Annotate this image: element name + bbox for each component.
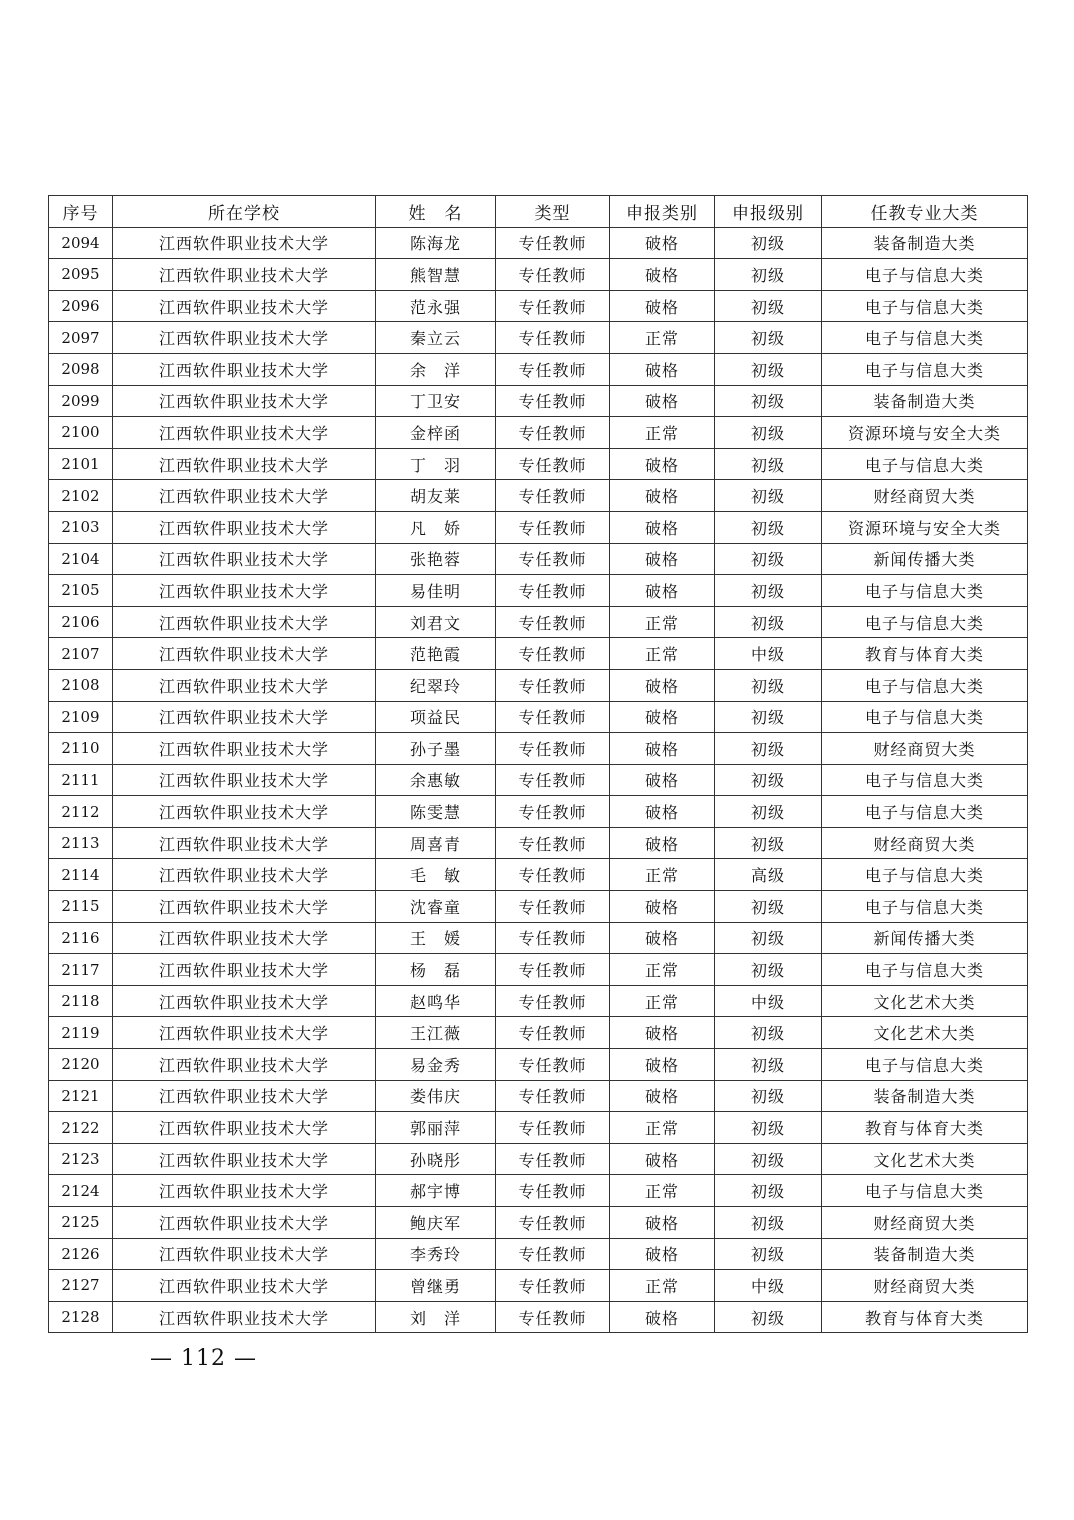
header-type: 类型	[496, 196, 610, 228]
cell-type: 专任教师	[496, 764, 610, 796]
cell-application-level: 初级	[715, 827, 822, 859]
cell-type: 专任教师	[496, 796, 610, 828]
cell-serial-no: 2126	[49, 1238, 113, 1270]
table-row	[49, 922, 1028, 954]
cell-application-category: 破格	[610, 259, 715, 291]
cell-application-level: 初级	[715, 543, 822, 575]
table-row	[49, 511, 1028, 543]
cell-teaching-major: 电子与信息大类	[822, 954, 1028, 986]
cell-type: 专任教师	[496, 985, 610, 1017]
cell-application-category: 正常	[610, 1270, 715, 1302]
cell-application-level: 初级	[715, 227, 822, 259]
cell-application-level: 中级	[715, 1270, 822, 1302]
table-row	[49, 575, 1028, 607]
table-row	[49, 1270, 1028, 1302]
cell-name: 王江薇	[376, 1017, 496, 1049]
cell-school: 江西软件职业技术大学	[113, 385, 376, 417]
cell-school: 江西软件职业技术大学	[113, 1301, 376, 1333]
cell-name: 孙晓彤	[376, 1143, 496, 1175]
cell-name: 范艳霞	[376, 638, 496, 670]
cell-teaching-major: 电子与信息大类	[822, 575, 1028, 607]
cell-application-category: 破格	[610, 1080, 715, 1112]
table-row	[49, 1049, 1028, 1081]
cell-serial-no: 2103	[49, 511, 113, 543]
cell-application-category: 破格	[610, 1017, 715, 1049]
cell-name: 余 洋	[376, 353, 496, 385]
cell-type: 专任教师	[496, 1049, 610, 1081]
cell-name: 丁 羽	[376, 448, 496, 480]
cell-name: 熊智慧	[376, 259, 496, 291]
cell-teaching-major: 资源环境与安全大类	[822, 417, 1028, 449]
cell-type: 专任教师	[496, 1175, 610, 1207]
cell-teaching-major: 电子与信息大类	[822, 891, 1028, 923]
cell-serial-no: 2113	[49, 827, 113, 859]
cell-school: 江西软件职业技术大学	[113, 859, 376, 891]
cell-name: 周喜青	[376, 827, 496, 859]
cell-name: 余惠敏	[376, 764, 496, 796]
cell-application-category: 破格	[610, 922, 715, 954]
cell-serial-no: 2128	[49, 1301, 113, 1333]
cell-serial-no: 2102	[49, 480, 113, 512]
cell-type: 专任教师	[496, 480, 610, 512]
cell-application-category: 正常	[610, 417, 715, 449]
cell-application-level: 初级	[715, 606, 822, 638]
table-row	[49, 859, 1028, 891]
cell-type: 专任教师	[496, 543, 610, 575]
cell-application-level: 初级	[715, 322, 822, 354]
table-row	[49, 385, 1028, 417]
cell-type: 专任教师	[496, 385, 610, 417]
cell-type: 专任教师	[496, 575, 610, 607]
cell-application-level: 初级	[715, 1143, 822, 1175]
cell-school: 江西软件职业技术大学	[113, 448, 376, 480]
cell-school: 江西软件职业技术大学	[113, 290, 376, 322]
cell-application-level: 初级	[715, 448, 822, 480]
cell-application-level: 初级	[715, 669, 822, 701]
cell-teaching-major: 电子与信息大类	[822, 669, 1028, 701]
cell-serial-no: 2095	[49, 259, 113, 291]
table-row	[49, 1301, 1028, 1333]
cell-application-category: 破格	[610, 227, 715, 259]
cell-type: 专任教师	[496, 638, 610, 670]
cell-application-category: 破格	[610, 511, 715, 543]
cell-name: 张艳蓉	[376, 543, 496, 575]
cell-school: 江西软件职业技术大学	[113, 1238, 376, 1270]
cell-name: 曾继勇	[376, 1270, 496, 1302]
header-application-category: 申报类别	[610, 196, 715, 228]
cell-teaching-major: 电子与信息大类	[822, 322, 1028, 354]
cell-application-category: 破格	[610, 764, 715, 796]
cell-name: 毛 敏	[376, 859, 496, 891]
cell-teaching-major: 新闻传播大类	[822, 922, 1028, 954]
cell-name: 易佳明	[376, 575, 496, 607]
cell-serial-no: 2119	[49, 1017, 113, 1049]
cell-type: 专任教师	[496, 1017, 610, 1049]
cell-teaching-major: 电子与信息大类	[822, 1049, 1028, 1081]
cell-teaching-major: 资源环境与安全大类	[822, 511, 1028, 543]
cell-teaching-major: 电子与信息大类	[822, 796, 1028, 828]
cell-teaching-major: 文化艺术大类	[822, 1017, 1028, 1049]
table-row	[49, 827, 1028, 859]
cell-school: 江西软件职业技术大学	[113, 543, 376, 575]
cell-teaching-major: 电子与信息大类	[822, 859, 1028, 891]
cell-teaching-major: 装备制造大类	[822, 1238, 1028, 1270]
cell-application-level: 初级	[715, 922, 822, 954]
cell-type: 专任教师	[496, 1112, 610, 1144]
cell-teaching-major: 电子与信息大类	[822, 259, 1028, 291]
cell-application-category: 破格	[610, 1301, 715, 1333]
cell-serial-no: 2125	[49, 1207, 113, 1239]
cell-serial-no: 2096	[49, 290, 113, 322]
header-name: 姓 名	[376, 196, 496, 228]
cell-application-level: 初级	[715, 575, 822, 607]
teacher-list-table	[48, 195, 1028, 1333]
cell-teaching-major: 电子与信息大类	[822, 290, 1028, 322]
cell-teaching-major: 文化艺术大类	[822, 1143, 1028, 1175]
cell-teaching-major: 教育与体育大类	[822, 1301, 1028, 1333]
cell-serial-no: 2118	[49, 985, 113, 1017]
cell-application-level: 初级	[715, 480, 822, 512]
cell-name: 郝宇博	[376, 1175, 496, 1207]
table-row	[49, 417, 1028, 449]
header-teaching-major: 任教专业大类	[822, 196, 1028, 228]
page-number: — 112 —	[150, 1346, 257, 1371]
cell-name: 易金秀	[376, 1049, 496, 1081]
cell-name: 李秀玲	[376, 1238, 496, 1270]
cell-application-category: 破格	[610, 1238, 715, 1270]
table-row	[49, 1112, 1028, 1144]
cell-application-category: 正常	[610, 954, 715, 986]
cell-name: 刘君文	[376, 606, 496, 638]
cell-serial-no: 2117	[49, 954, 113, 986]
cell-application-level: 初级	[715, 1080, 822, 1112]
table-row	[49, 480, 1028, 512]
cell-application-category: 破格	[610, 1049, 715, 1081]
cell-school: 江西软件职业技术大学	[113, 891, 376, 923]
cell-name: 秦立云	[376, 322, 496, 354]
table-row	[49, 1017, 1028, 1049]
cell-application-level: 初级	[715, 1175, 822, 1207]
cell-school: 江西软件职业技术大学	[113, 922, 376, 954]
cell-school: 江西软件职业技术大学	[113, 1017, 376, 1049]
cell-school: 江西软件职业技术大学	[113, 1143, 376, 1175]
cell-application-category: 破格	[610, 385, 715, 417]
table-row	[49, 227, 1028, 259]
cell-teaching-major: 文化艺术大类	[822, 985, 1028, 1017]
table-row	[49, 764, 1028, 796]
cell-school: 江西软件职业技术大学	[113, 669, 376, 701]
cell-teaching-major: 财经商贸大类	[822, 827, 1028, 859]
cell-application-level: 初级	[715, 1207, 822, 1239]
cell-serial-no: 2097	[49, 322, 113, 354]
cell-school: 江西软件职业技术大学	[113, 417, 376, 449]
table-row	[49, 290, 1028, 322]
cell-application-category: 正常	[610, 606, 715, 638]
cell-serial-no: 2123	[49, 1143, 113, 1175]
cell-school: 江西软件职业技术大学	[113, 1207, 376, 1239]
cell-type: 专任教师	[496, 701, 610, 733]
table-row	[49, 1175, 1028, 1207]
cell-teaching-major: 教育与体育大类	[822, 638, 1028, 670]
cell-school: 江西软件职业技术大学	[113, 638, 376, 670]
cell-type: 专任教师	[496, 353, 610, 385]
cell-name: 孙子墨	[376, 733, 496, 765]
cell-name: 王 媛	[376, 922, 496, 954]
cell-teaching-major: 电子与信息大类	[822, 1175, 1028, 1207]
cell-application-level: 高级	[715, 859, 822, 891]
cell-type: 专任教师	[496, 954, 610, 986]
cell-application-level: 初级	[715, 511, 822, 543]
cell-teaching-major: 财经商贸大类	[822, 1270, 1028, 1302]
cell-application-category: 破格	[610, 891, 715, 923]
table-row	[49, 954, 1028, 986]
cell-teaching-major: 新闻传播大类	[822, 543, 1028, 575]
cell-type: 专任教师	[496, 259, 610, 291]
cell-type: 专任教师	[496, 859, 610, 891]
cell-serial-no: 2114	[49, 859, 113, 891]
cell-teaching-major: 电子与信息大类	[822, 606, 1028, 638]
cell-type: 专任教师	[496, 1301, 610, 1333]
cell-application-level: 初级	[715, 954, 822, 986]
cell-application-level: 初级	[715, 701, 822, 733]
cell-name: 杨 磊	[376, 954, 496, 986]
cell-application-category: 正常	[610, 985, 715, 1017]
cell-teaching-major: 财经商贸大类	[822, 480, 1028, 512]
cell-type: 专任教师	[496, 1207, 610, 1239]
table-row	[49, 796, 1028, 828]
cell-serial-no: 2094	[49, 227, 113, 259]
header-serial-no: 序号	[49, 196, 113, 228]
cell-serial-no: 2121	[49, 1080, 113, 1112]
cell-teaching-major: 装备制造大类	[822, 227, 1028, 259]
cell-application-category: 正常	[610, 1112, 715, 1144]
cell-school: 江西软件职业技术大学	[113, 575, 376, 607]
cell-school: 江西软件职业技术大学	[113, 259, 376, 291]
cell-school: 江西软件职业技术大学	[113, 1175, 376, 1207]
cell-type: 专任教师	[496, 290, 610, 322]
table-row	[49, 353, 1028, 385]
cell-application-level: 初级	[715, 764, 822, 796]
cell-application-category: 正常	[610, 1175, 715, 1207]
cell-application-category: 破格	[610, 543, 715, 575]
cell-school: 江西软件职业技术大学	[113, 1049, 376, 1081]
cell-serial-no: 2109	[49, 701, 113, 733]
cell-application-level: 初级	[715, 353, 822, 385]
cell-serial-no: 2100	[49, 417, 113, 449]
cell-type: 专任教师	[496, 227, 610, 259]
table-row	[49, 891, 1028, 923]
cell-type: 专任教师	[496, 322, 610, 354]
cell-type: 专任教师	[496, 1270, 610, 1302]
cell-name: 丁卫安	[376, 385, 496, 417]
cell-type: 专任教师	[496, 827, 610, 859]
cell-application-level: 初级	[715, 733, 822, 765]
cell-school: 江西软件职业技术大学	[113, 606, 376, 638]
cell-teaching-major: 装备制造大类	[822, 1080, 1028, 1112]
table-row	[49, 701, 1028, 733]
cell-type: 专任教师	[496, 448, 610, 480]
cell-teaching-major: 电子与信息大类	[822, 353, 1028, 385]
cell-school: 江西软件职业技术大学	[113, 227, 376, 259]
cell-serial-no: 2105	[49, 575, 113, 607]
cell-name: 范永强	[376, 290, 496, 322]
cell-school: 江西软件职业技术大学	[113, 764, 376, 796]
cell-serial-no: 2110	[49, 733, 113, 765]
table-body	[49, 227, 1028, 1333]
cell-name: 娄伟庆	[376, 1080, 496, 1112]
table-row	[49, 1080, 1028, 1112]
cell-application-category: 破格	[610, 827, 715, 859]
cell-application-category: 破格	[610, 290, 715, 322]
cell-serial-no: 2106	[49, 606, 113, 638]
cell-application-level: 初级	[715, 1238, 822, 1270]
table-row	[49, 638, 1028, 670]
cell-serial-no: 2098	[49, 353, 113, 385]
cell-type: 专任教师	[496, 417, 610, 449]
cell-type: 专任教师	[496, 669, 610, 701]
table-row	[49, 1238, 1028, 1270]
cell-school: 江西软件职业技术大学	[113, 511, 376, 543]
cell-teaching-major: 电子与信息大类	[822, 448, 1028, 480]
cell-school: 江西软件职业技术大学	[113, 1270, 376, 1302]
cell-type: 专任教师	[496, 606, 610, 638]
cell-school: 江西软件职业技术大学	[113, 954, 376, 986]
cell-teaching-major: 财经商贸大类	[822, 733, 1028, 765]
cell-type: 专任教师	[496, 733, 610, 765]
cell-name: 金梓函	[376, 417, 496, 449]
header-application-level: 申报级别	[715, 196, 822, 228]
cell-name: 项益民	[376, 701, 496, 733]
cell-application-level: 初级	[715, 891, 822, 923]
cell-name: 赵鸣华	[376, 985, 496, 1017]
cell-type: 专任教师	[496, 1080, 610, 1112]
cell-name: 纪翠玲	[376, 669, 496, 701]
table-row	[49, 1207, 1028, 1239]
cell-school: 江西软件职业技术大学	[113, 796, 376, 828]
cell-application-category: 破格	[610, 448, 715, 480]
cell-serial-no: 2099	[49, 385, 113, 417]
cell-application-category: 破格	[610, 353, 715, 385]
cell-application-category: 破格	[610, 796, 715, 828]
cell-application-category: 正常	[610, 322, 715, 354]
cell-school: 江西软件职业技术大学	[113, 1112, 376, 1144]
cell-teaching-major: 装备制造大类	[822, 385, 1028, 417]
cell-serial-no: 2101	[49, 448, 113, 480]
cell-name: 刘 洋	[376, 1301, 496, 1333]
cell-type: 专任教师	[496, 1143, 610, 1175]
cell-application-category: 破格	[610, 733, 715, 765]
cell-teaching-major: 电子与信息大类	[822, 701, 1028, 733]
header-school: 所在学校	[113, 196, 376, 228]
cell-application-category: 正常	[610, 859, 715, 891]
cell-name: 郭丽萍	[376, 1112, 496, 1144]
cell-application-level: 初级	[715, 417, 822, 449]
cell-school: 江西软件职业技术大学	[113, 701, 376, 733]
cell-application-level: 中级	[715, 638, 822, 670]
cell-school: 江西软件职业技术大学	[113, 985, 376, 1017]
cell-type: 专任教师	[496, 891, 610, 923]
cell-name: 凡 娇	[376, 511, 496, 543]
cell-application-category: 破格	[610, 575, 715, 607]
cell-application-level: 初级	[715, 1017, 822, 1049]
cell-application-level: 初级	[715, 385, 822, 417]
cell-serial-no: 2120	[49, 1049, 113, 1081]
cell-serial-no: 2116	[49, 922, 113, 954]
cell-application-level: 初级	[715, 290, 822, 322]
cell-name: 陈海龙	[376, 227, 496, 259]
cell-school: 江西软件职业技术大学	[113, 480, 376, 512]
cell-name: 鲍庆军	[376, 1207, 496, 1239]
table-row	[49, 985, 1028, 1017]
cell-application-category: 破格	[610, 669, 715, 701]
cell-school: 江西软件职业技术大学	[113, 733, 376, 765]
cell-serial-no: 2112	[49, 796, 113, 828]
table-row	[49, 1143, 1028, 1175]
cell-serial-no: 2111	[49, 764, 113, 796]
cell-application-category: 破格	[610, 1143, 715, 1175]
cell-type: 专任教师	[496, 1238, 610, 1270]
cell-serial-no: 2124	[49, 1175, 113, 1207]
header-row	[49, 196, 1028, 228]
cell-serial-no: 2107	[49, 638, 113, 670]
cell-serial-no: 2115	[49, 891, 113, 923]
table-row	[49, 322, 1028, 354]
cell-teaching-major: 电子与信息大类	[822, 764, 1028, 796]
table-row	[49, 669, 1028, 701]
cell-name: 沈睿童	[376, 891, 496, 923]
table-row	[49, 543, 1028, 575]
cell-application-category: 正常	[610, 638, 715, 670]
cell-name: 胡友莱	[376, 480, 496, 512]
cell-serial-no: 2104	[49, 543, 113, 575]
table-row	[49, 448, 1028, 480]
cell-type: 专任教师	[496, 922, 610, 954]
cell-application-category: 破格	[610, 1207, 715, 1239]
cell-application-level: 中级	[715, 985, 822, 1017]
cell-serial-no: 2122	[49, 1112, 113, 1144]
cell-application-category: 破格	[610, 701, 715, 733]
cell-name: 陈雯慧	[376, 796, 496, 828]
cell-serial-no: 2127	[49, 1270, 113, 1302]
cell-application-level: 初级	[715, 1049, 822, 1081]
cell-type: 专任教师	[496, 511, 610, 543]
cell-application-level: 初级	[715, 1301, 822, 1333]
cell-application-category: 破格	[610, 480, 715, 512]
cell-teaching-major: 财经商贸大类	[822, 1207, 1028, 1239]
cell-school: 江西软件职业技术大学	[113, 1080, 376, 1112]
cell-teaching-major: 教育与体育大类	[822, 1112, 1028, 1144]
cell-school: 江西软件职业技术大学	[113, 827, 376, 859]
cell-serial-no: 2108	[49, 669, 113, 701]
cell-application-level: 初级	[715, 1112, 822, 1144]
table-row	[49, 733, 1028, 765]
table-row	[49, 259, 1028, 291]
cell-application-level: 初级	[715, 259, 822, 291]
cell-application-level: 初级	[715, 796, 822, 828]
cell-school: 江西软件职业技术大学	[113, 322, 376, 354]
table-row	[49, 606, 1028, 638]
cell-school: 江西软件职业技术大学	[113, 353, 376, 385]
